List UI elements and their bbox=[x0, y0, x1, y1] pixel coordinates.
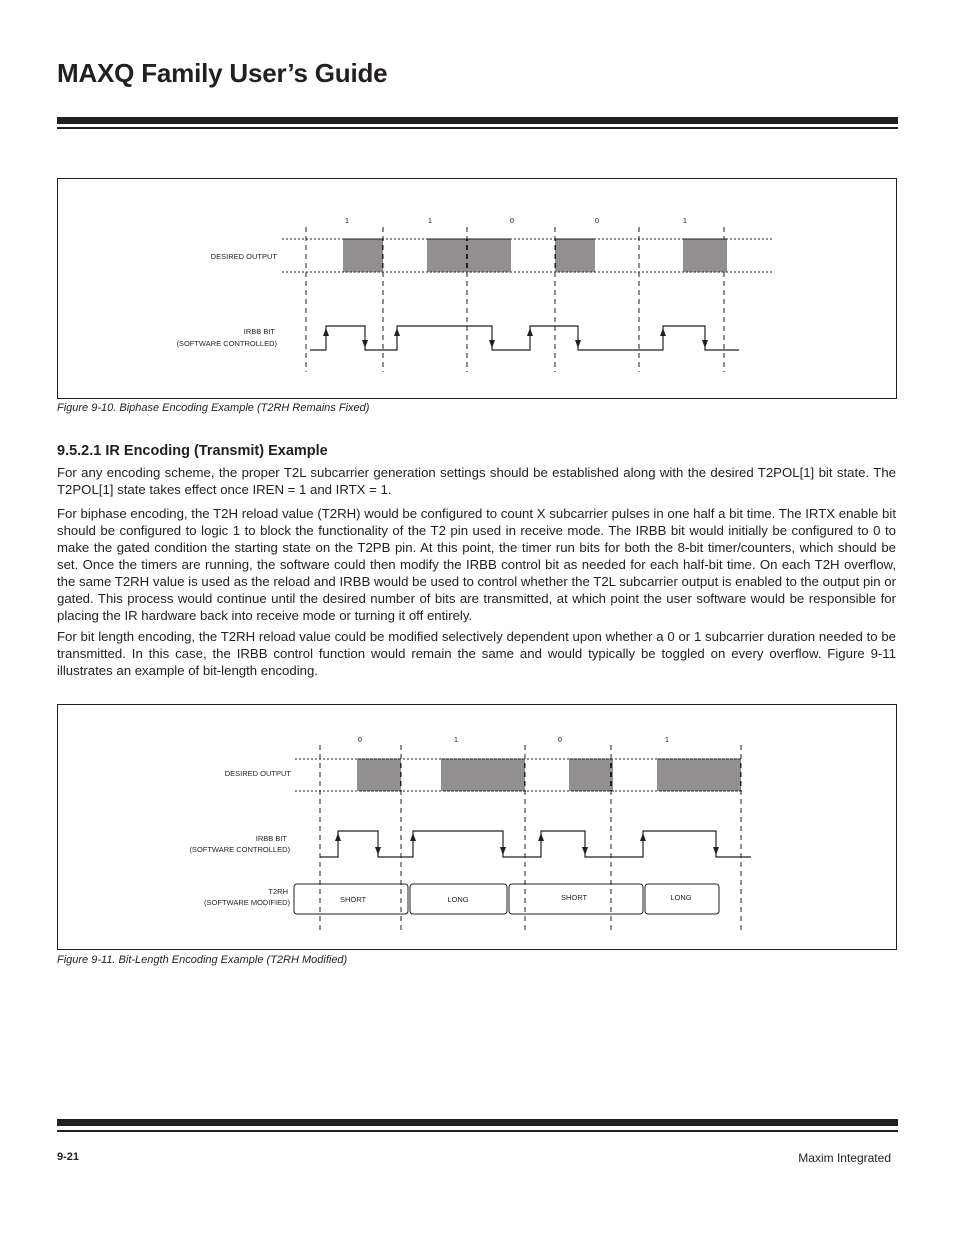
bit-label: 1 bbox=[427, 216, 433, 225]
t2rh-value-boxes bbox=[294, 884, 719, 914]
falling-edge-arrow bbox=[489, 340, 495, 348]
t2rh-value: LONG bbox=[670, 893, 692, 902]
irbb-bit-sublabel: (SOFTWARE CONTROLLED) bbox=[176, 339, 277, 348]
subcarrier-burst bbox=[684, 239, 728, 272]
irbb-waveform bbox=[320, 831, 751, 857]
falling-edge-arrow bbox=[362, 340, 368, 348]
figure-bit-length-encoding bbox=[57, 704, 897, 950]
falling-edge-arrow bbox=[500, 847, 506, 855]
figure-caption: Figure 9-10. Biphase Encoding Example (T2RH Remains Fixed) bbox=[57, 402, 370, 414]
subcarrier-burst bbox=[570, 759, 614, 791]
header-rule-thin bbox=[57, 127, 898, 129]
page-number: 9-21 bbox=[57, 1151, 80, 1163]
subcarrier-burst bbox=[358, 759, 402, 791]
desired-output-waveform bbox=[282, 239, 772, 272]
paragraph: For any encoding scheme, the proper T2L subcarrier generation settings should be established along with the desired T2POL[1] bit state. The T2POL[1] state takes effect once IREN = 1 and IRTX = 1. bbox=[57, 465, 896, 497]
bit-value-labels bbox=[345, 216, 687, 225]
bit-label: 1 bbox=[344, 216, 350, 225]
falling-edge-arrow bbox=[375, 847, 381, 855]
subcarrier-burst bbox=[658, 759, 742, 791]
subcarrier-burst bbox=[428, 239, 512, 272]
irbb-bit-waveform bbox=[320, 831, 751, 857]
bit-value-labels bbox=[358, 735, 669, 744]
rising-edge-arrow bbox=[527, 328, 533, 336]
irbb-waveform bbox=[310, 326, 739, 350]
header-rule-thick bbox=[57, 117, 898, 124]
paragraph: For biphase encoding, the T2H reload value (T2RH) would be configured to count X subcarrier pulses in one half a bit time. The IRTX enable bit should be configured to logic 1 to block the functionality of the T2 pin used in receive mode. The IRBB bit would initially be configured to 0 to make the gated condition the starting state on the T2PB pin. At this point, the timer run bits for both the 8-bit timer/counters, which should be set. Once the timers are running, the software could then modify the IRBB control bit as needed for each half-bit time. On each T2H overflow, the same T2RH value is used as the reload and IRBB would be used to control whether the T2L subcarrier output is enabled to the output pin or gated. This process would continue until the desired number of bits are transmitted, at which point the user software would be responsible for placing the IR hardware back into receive mode or turning it off entirely. bbox=[57, 506, 896, 623]
rising-edge-arrow bbox=[335, 833, 341, 841]
bit-label: 1 bbox=[664, 735, 670, 744]
rising-edge-arrow bbox=[538, 833, 544, 841]
bit-label: 0 bbox=[594, 216, 600, 225]
subcarrier-burst bbox=[442, 759, 526, 791]
rising-edge-arrow bbox=[394, 328, 400, 336]
desired-output-label: DESIRED OUTPUT bbox=[224, 769, 291, 778]
falling-edge-arrow bbox=[582, 847, 588, 855]
t2rh-sublabel: (SOFTWARE MODIFIED) bbox=[204, 898, 290, 907]
bit-label: 1 bbox=[682, 216, 688, 225]
t2rh-value: SHORT bbox=[339, 895, 367, 904]
section-heading: 9.5.2.1 IR Encoding (Transmit) Example bbox=[57, 443, 328, 459]
company-name: Maxim Integrated bbox=[798, 1151, 891, 1165]
figure-biphase-encoding bbox=[57, 178, 897, 399]
falling-edge-arrow bbox=[575, 340, 581, 348]
footer-rule-thick bbox=[57, 1119, 898, 1126]
subcarrier-burst bbox=[344, 239, 384, 272]
falling-edge-arrow bbox=[702, 340, 708, 348]
paragraph: For bit length encoding, the T2RH reload value could be modified selectively dependent upon whether a 0 or 1 subcarrier duration needed to be transmitted. In this case, the IRBB control function would remain the same and would typically be toggled on every overflow. Figure 9-11 illustrates an example of bit-length encoding. bbox=[57, 629, 896, 678]
irbb-bit-waveform bbox=[310, 326, 739, 350]
page-title: MAXQ Family User’s Guide bbox=[57, 58, 388, 88]
bit-label: 1 bbox=[453, 735, 459, 744]
rising-edge-arrow bbox=[323, 328, 329, 336]
bit-length-timing-diagram bbox=[58, 705, 898, 951]
t2rh-value: LONG bbox=[447, 895, 469, 904]
t2rh-value: SHORT bbox=[560, 893, 588, 902]
irbb-bit-label: IRBB BIT bbox=[243, 327, 275, 336]
desired-output-waveform bbox=[295, 759, 742, 791]
rising-edge-arrow bbox=[640, 833, 646, 841]
irbb-bit-sublabel: (SOFTWARE CONTROLLED) bbox=[189, 845, 290, 854]
rising-edge-arrow bbox=[660, 328, 666, 336]
bit-label: 0 bbox=[557, 735, 563, 744]
footer-rule-thin bbox=[57, 1130, 898, 1132]
falling-edge-arrow bbox=[713, 847, 719, 855]
rising-edge-arrow bbox=[410, 833, 416, 841]
t2rh-label: T2RH bbox=[268, 887, 288, 896]
bit-label: 0 bbox=[509, 216, 515, 225]
figure-caption: Figure 9-11. Bit-Length Encoding Example (T2RH Modified) bbox=[57, 954, 348, 966]
irbb-bit-label: IRBB BIT bbox=[255, 834, 287, 843]
bit-label: 0 bbox=[357, 735, 363, 744]
subcarrier-burst bbox=[556, 239, 596, 272]
desired-output-label: DESIRED OUTPUT bbox=[210, 252, 277, 261]
biphase-timing-diagram bbox=[58, 179, 898, 400]
